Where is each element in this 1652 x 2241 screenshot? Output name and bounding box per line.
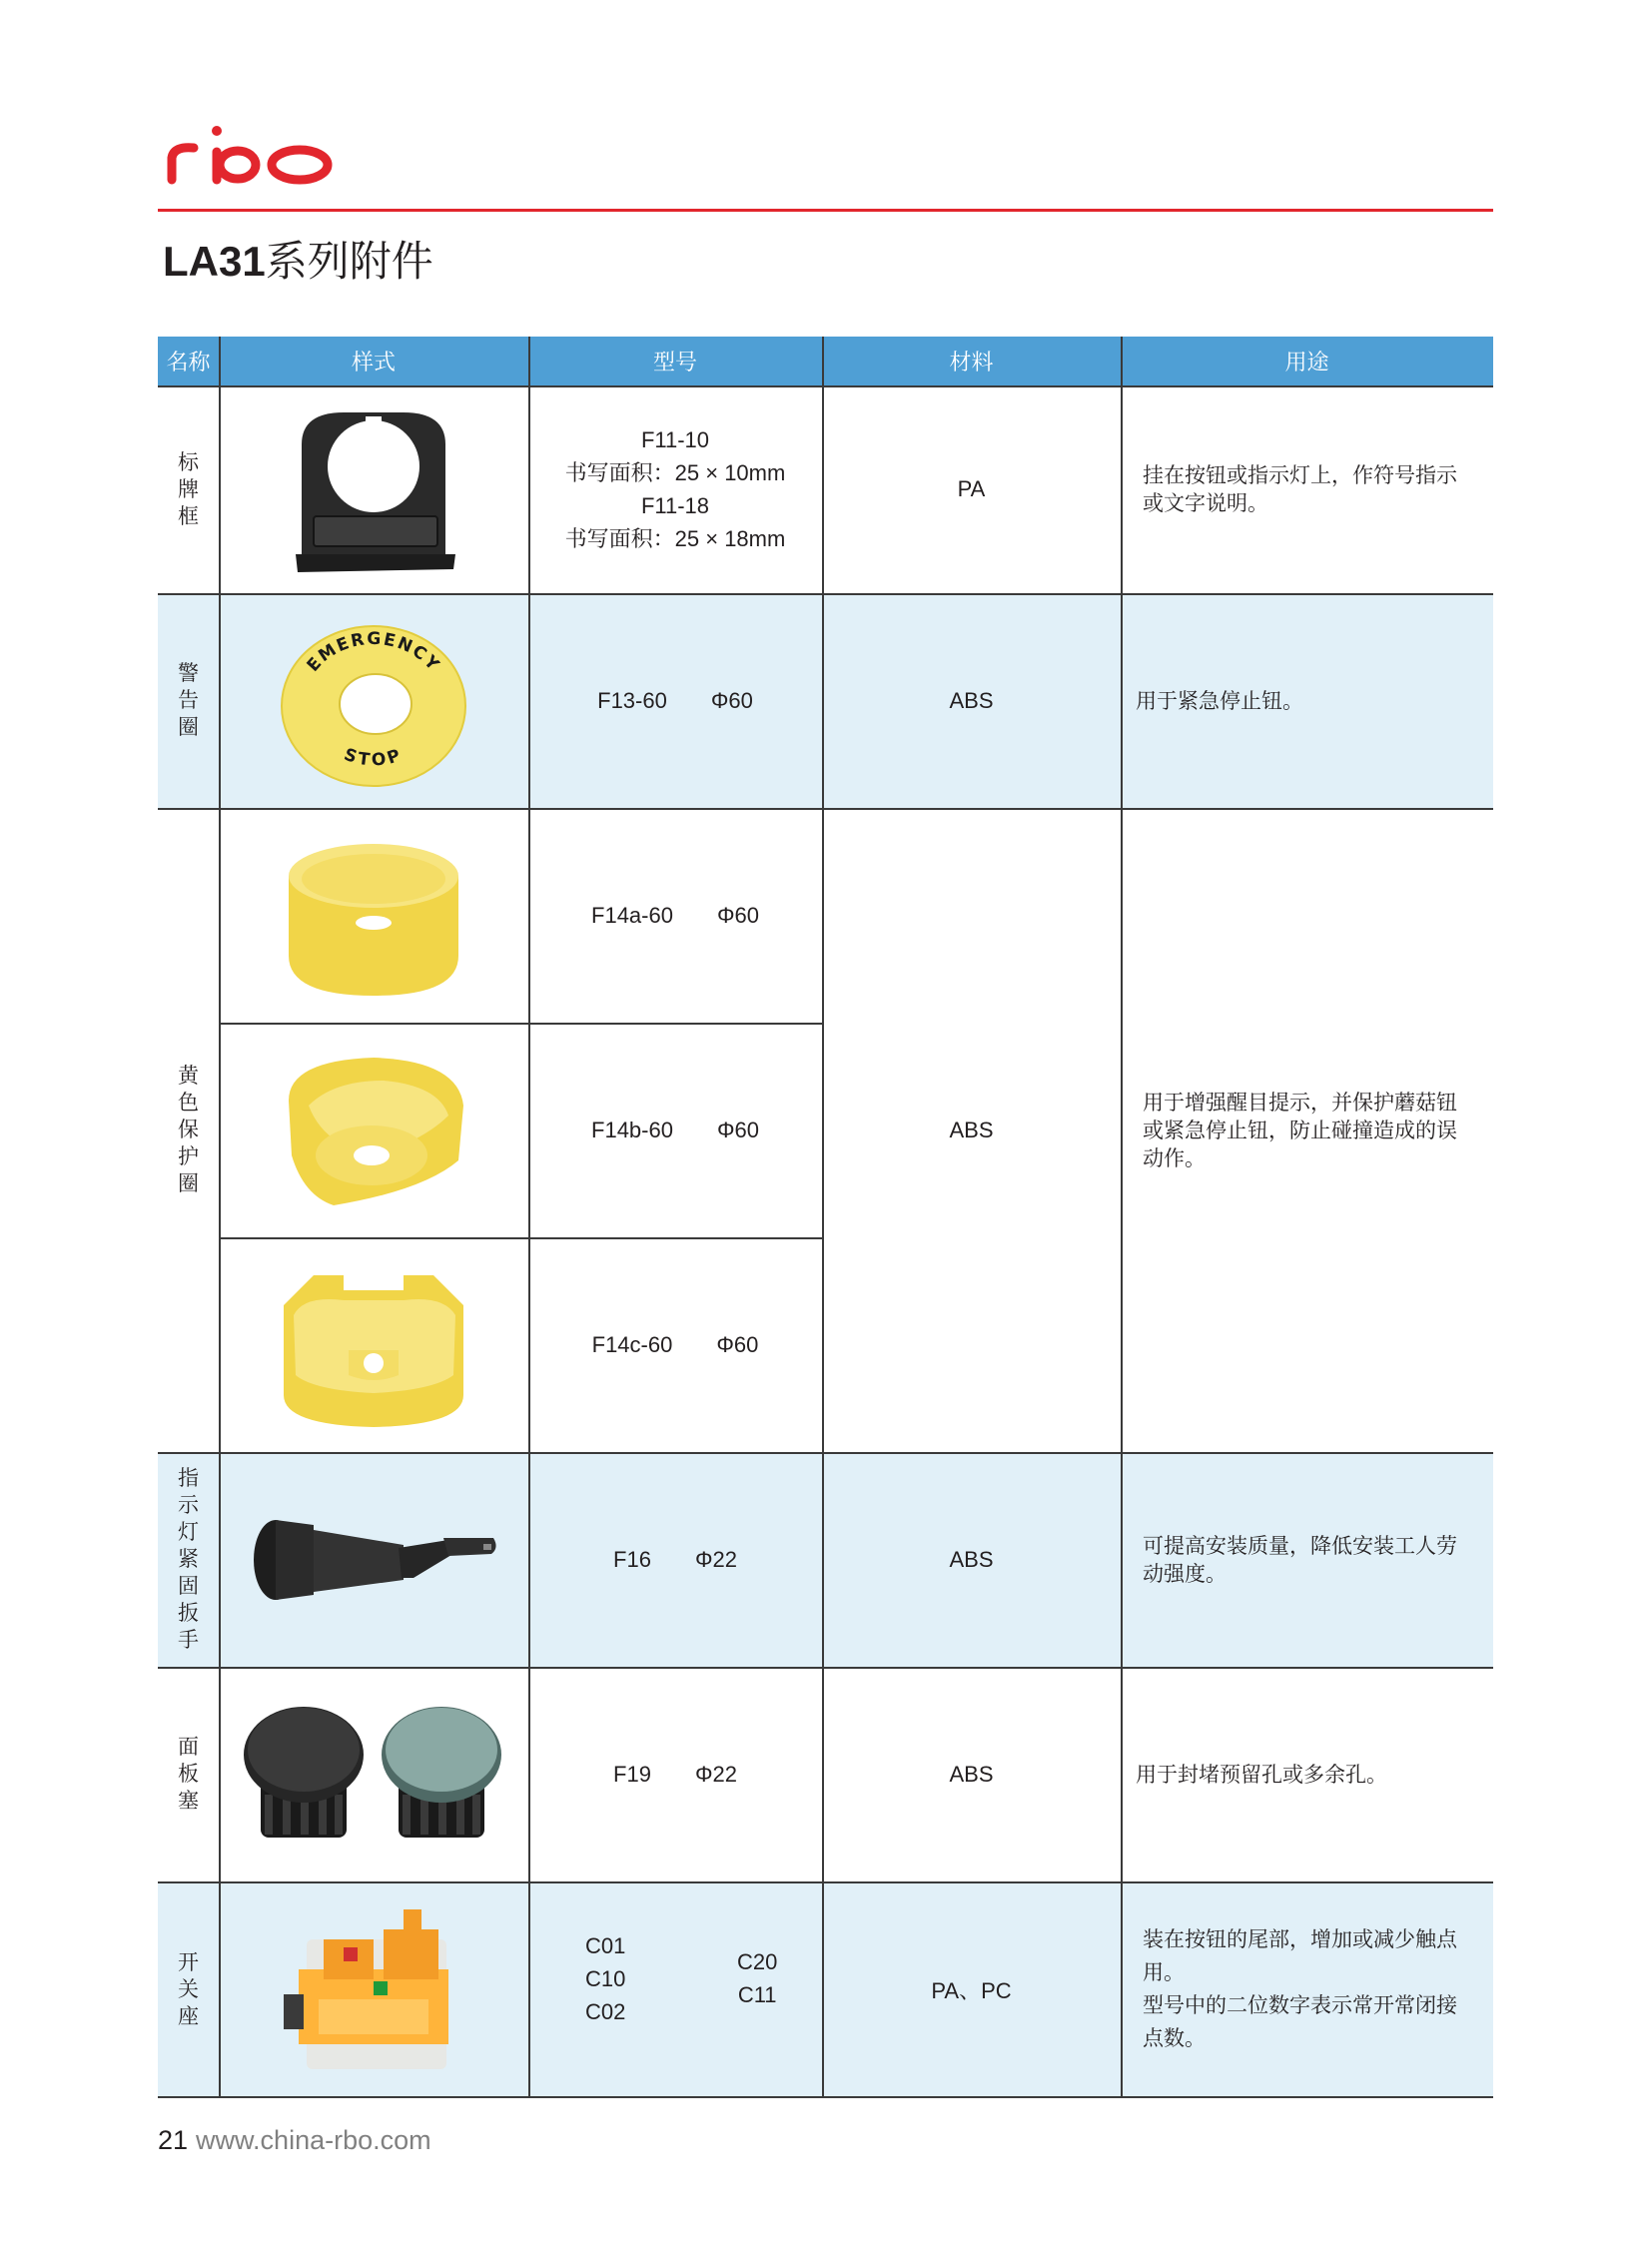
material-warning-ring: ABS (949, 687, 994, 713)
wrench-icon (244, 1500, 503, 1620)
model-line: F14b-60 Φ60 (591, 1118, 759, 1142)
rbo-logo (160, 118, 340, 188)
material-panel-plug: ABS (949, 1761, 994, 1787)
page-footer (158, 2125, 431, 2156)
model-protective-ring-c (528, 1237, 822, 1452)
usage-line: 型号中的二位数字表示常开常闭接点数。 (1143, 1993, 1457, 2050)
model-label-frame (528, 385, 822, 593)
header-material: 材料 (822, 337, 1121, 385)
contact-block-icon (279, 1899, 468, 2079)
image-protective-ring-c (219, 1237, 528, 1452)
name-label: 开关座 (177, 1949, 199, 2028)
usage-wrench: 可提高安装质量，降低安装工人劳动强度。 (1143, 1533, 1457, 1586)
model-col-2 (737, 1945, 777, 2011)
name-contact-block (158, 1881, 219, 2097)
name-label-frame (158, 385, 219, 593)
name-label: 标牌框 (177, 449, 199, 528)
usage-panel-plug: 用于封堵预留孔或多余孔。 (1136, 1762, 1387, 1787)
panel-plugs-icon (239, 1700, 508, 1850)
model-line: C11 (737, 1982, 777, 2007)
protective-ring-a-icon (279, 831, 468, 1001)
name-label: 指示灯紧固扳手 (177, 1466, 199, 1652)
model-line: C01 (585, 1933, 626, 1958)
usage-contact-block (1121, 1881, 1493, 2097)
warning-ring-icon (274, 611, 473, 791)
name-protective-ring (158, 808, 219, 1452)
model-panel-plug (528, 1667, 822, 1881)
material-protective-ring: ABS (949, 1117, 994, 1142)
usage-line: 装在按钮的尾部，增加或减少触点用。 (1143, 1927, 1457, 1984)
header-style: 样式 (219, 337, 528, 385)
label-frame-icon (284, 404, 463, 574)
model-line: F14c-60 Φ60 (591, 1332, 759, 1357)
name-label: 警告圈 (177, 661, 199, 739)
model-line: F19 Φ22 (613, 1762, 737, 1787)
accessories-table (158, 337, 1493, 2097)
model-wrench (528, 1452, 822, 1667)
header-model: 型号 (528, 337, 822, 385)
page-number: 21 (158, 2125, 189, 2155)
protective-ring-c-icon (274, 1255, 473, 1435)
protective-ring-b-icon (274, 1046, 473, 1215)
name-panel-plug (158, 1667, 219, 1881)
image-contact-block (219, 1881, 528, 2097)
model-line: F11-10 (640, 427, 710, 452)
material-wrench: ABS (949, 1546, 994, 1572)
header-rule (158, 209, 1493, 212)
image-protective-ring-b (219, 1023, 528, 1237)
usage-warning-ring: 用于紧急停止钮。 (1136, 688, 1303, 713)
model-line: F16 Φ22 (613, 1547, 737, 1572)
page-title-text: 系列附件 (265, 238, 433, 285)
header-name: 名称 (158, 337, 219, 385)
model-line: C10 (585, 1966, 626, 1991)
model-line: F14a-60 Φ60 (591, 903, 759, 928)
name-label: 黄色保护圈 (177, 1064, 199, 1195)
material-contact-block: PA、PC (931, 1977, 1012, 2003)
page-title (163, 234, 433, 290)
page-title-series: LA31 (163, 238, 266, 285)
name-wrench (158, 1452, 219, 1667)
image-wrench (219, 1452, 528, 1667)
model-line: 书写面积：25 × 18mm (564, 526, 786, 551)
model-line: C02 (585, 1999, 626, 2024)
ring-text-top: EMERGENCY (303, 628, 444, 676)
model-line: F13-60 Φ60 (597, 688, 753, 713)
image-protective-ring-a (219, 808, 528, 1023)
website-link[interactable]: www.china-rbo.com (196, 2125, 431, 2155)
image-label-frame (219, 385, 528, 593)
model-line: 书写面积：25 × 10mm (564, 460, 786, 485)
model-protective-ring-b (528, 1023, 822, 1237)
material-label-frame: PA (957, 476, 986, 501)
model-line: C20 (737, 1949, 778, 1974)
name-label: 面板塞 (177, 1735, 199, 1813)
model-col-1 (585, 1929, 625, 2028)
image-panel-plugs (219, 1667, 528, 1881)
usage-label-frame: 挂在按钮或指示灯上，作符号指示或文字说明。 (1143, 463, 1457, 515)
model-warning-ring (528, 593, 822, 808)
model-contact-block (528, 1881, 822, 2097)
model-line: F11-18 (640, 493, 710, 518)
image-warning-ring (219, 593, 528, 808)
ring-text-bottom: STOP (341, 744, 407, 771)
model-protective-ring-a (528, 808, 822, 1023)
name-warning-ring (158, 593, 219, 808)
usage-protective-ring: 用于增强醒目提示，并保护蘑菇钮或紧急停止钮，防止碰撞造成的误动作。 (1143, 1090, 1457, 1170)
header-usage: 用途 (1121, 337, 1493, 385)
